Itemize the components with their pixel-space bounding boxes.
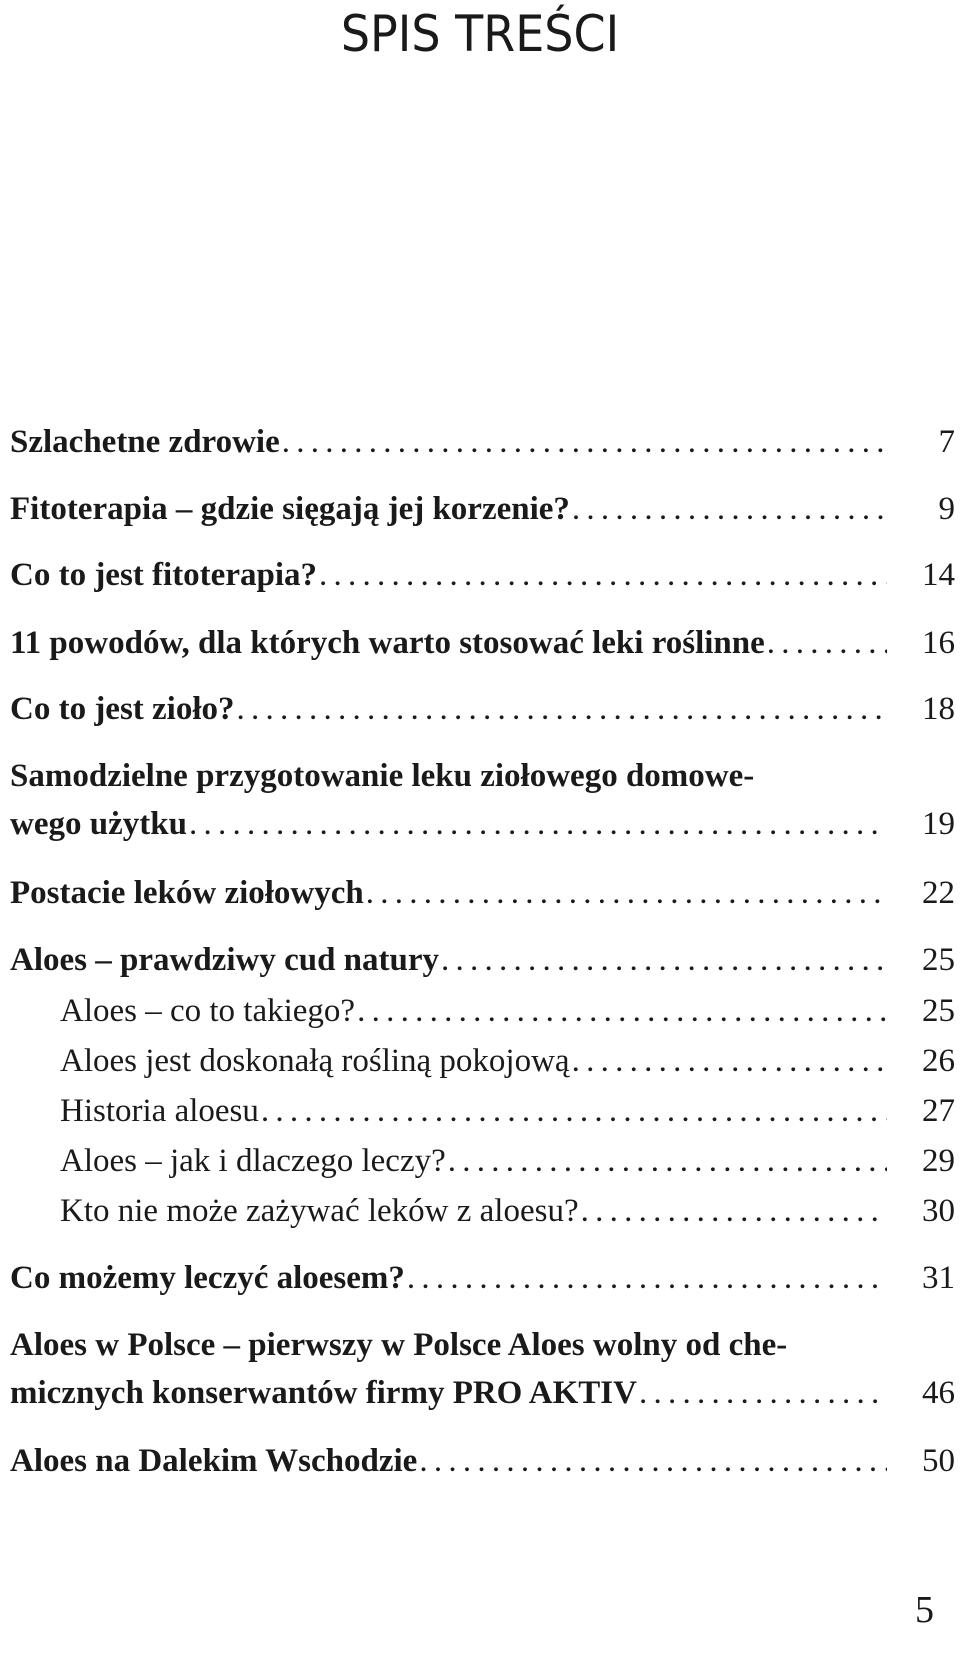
toc-entry-label: 11 powodów, dla których warto stosować leki roślinne	[10, 625, 765, 661]
toc-entry[interactable]	[10, 419, 955, 465]
dot-leader	[189, 801, 887, 847]
dot-leader	[282, 419, 887, 465]
toc-entry-label: Aloes na Dalekim Wschodzie	[10, 1443, 418, 1479]
toc-entry-label: Szlachetne zdrowie	[10, 424, 280, 460]
toc-entry-page: 46	[922, 1375, 955, 1411]
toc-subentry[interactable]	[10, 1038, 955, 1084]
toc-entry-label: Co to jest fitoterapia?	[10, 557, 317, 593]
toc-entry-label: wego użytku	[10, 806, 187, 842]
dot-leader	[319, 552, 887, 598]
toc-entry-label: Aloes jest doskonałą rośliną pokojową	[60, 1043, 570, 1079]
toc-subentry[interactable]	[10, 1138, 955, 1184]
page-title: SPIS TREŚCI	[340, 5, 620, 63]
page-number: 5	[915, 1589, 934, 1631]
dot-leader	[767, 620, 887, 666]
toc-entry-label: Aloes – prawdziwy cud natury	[10, 942, 440, 978]
toc-entry[interactable]	[10, 937, 955, 983]
dot-leader	[639, 1370, 887, 1416]
toc-entry-page: 16	[922, 625, 955, 661]
toc-entry[interactable]	[10, 486, 955, 532]
toc-entry[interactable]	[10, 751, 955, 847]
toc-entry[interactable]	[10, 552, 955, 598]
toc-subentry[interactable]	[10, 1088, 955, 1134]
dot-leader	[572, 486, 887, 532]
toc-entry-page: 9	[938, 491, 955, 527]
toc-entry-label: Co to jest zioło?	[10, 691, 235, 727]
toc-entry-label: Historia aloesu	[60, 1093, 259, 1129]
toc-entry-page: 7	[938, 424, 955, 460]
toc-entry-label: Postacie leków ziołowych	[10, 875, 364, 911]
toc-entry-page: 26	[922, 1043, 955, 1079]
toc-entry-label: Aloes – jak i dlaczego leczy?	[60, 1143, 446, 1179]
dot-leader	[419, 1438, 887, 1484]
toc-entry[interactable]	[10, 620, 955, 666]
dot-leader	[448, 1138, 887, 1184]
dot-leader	[261, 1088, 887, 1134]
toc-subentry[interactable]	[10, 988, 955, 1034]
toc-entry-page: 22	[922, 875, 955, 911]
toc-entry-label: Kto nie może zażywać leków z aloesu?	[60, 1193, 579, 1229]
toc-entry-page: 50	[922, 1443, 955, 1479]
toc-entry-page: 29	[922, 1143, 955, 1179]
toc-entry-page: 25	[922, 993, 955, 1029]
toc-entry-label: Co możemy leczyć aloesem?	[10, 1260, 405, 1296]
dot-leader	[366, 870, 887, 916]
toc-entry-page: 14	[922, 557, 955, 593]
toc-subentry[interactable]	[10, 1188, 955, 1234]
dot-leader	[572, 1038, 887, 1084]
toc-entry[interactable]	[10, 686, 955, 732]
dot-leader	[237, 686, 887, 732]
toc-entry[interactable]	[10, 1438, 955, 1484]
toc-entry-page: 19	[922, 806, 955, 842]
dot-leader	[357, 988, 887, 1034]
toc-entry-page: 27	[922, 1093, 955, 1129]
toc-entry[interactable]	[10, 1255, 955, 1301]
toc-entry-label: micznych konserwantów firmy PRO AKTIV	[10, 1375, 637, 1411]
toc-entry-page: 30	[922, 1193, 955, 1229]
toc-entry-page: 31	[922, 1260, 955, 1296]
dot-leader	[581, 1188, 887, 1234]
dot-leader	[441, 937, 887, 983]
toc-entry-label-line1: Samodzielne przygotowanie leku ziołowego domowe-	[10, 758, 755, 794]
dot-leader	[407, 1255, 887, 1301]
toc-entry[interactable]	[10, 870, 955, 916]
toc-entry[interactable]	[10, 1320, 955, 1416]
toc-entry-page: 18	[922, 691, 955, 727]
toc-entry-page: 25	[922, 942, 955, 978]
toc-entry-label: Fitoterapia – gdzie sięgają jej korzenie?	[10, 491, 570, 527]
toc-entry-label-line1: Aloes w Polsce – pierwszy w Polsce Aloes wolny od che-	[10, 1327, 788, 1363]
toc-entry-label: Aloes – co to takiego?	[60, 993, 356, 1029]
